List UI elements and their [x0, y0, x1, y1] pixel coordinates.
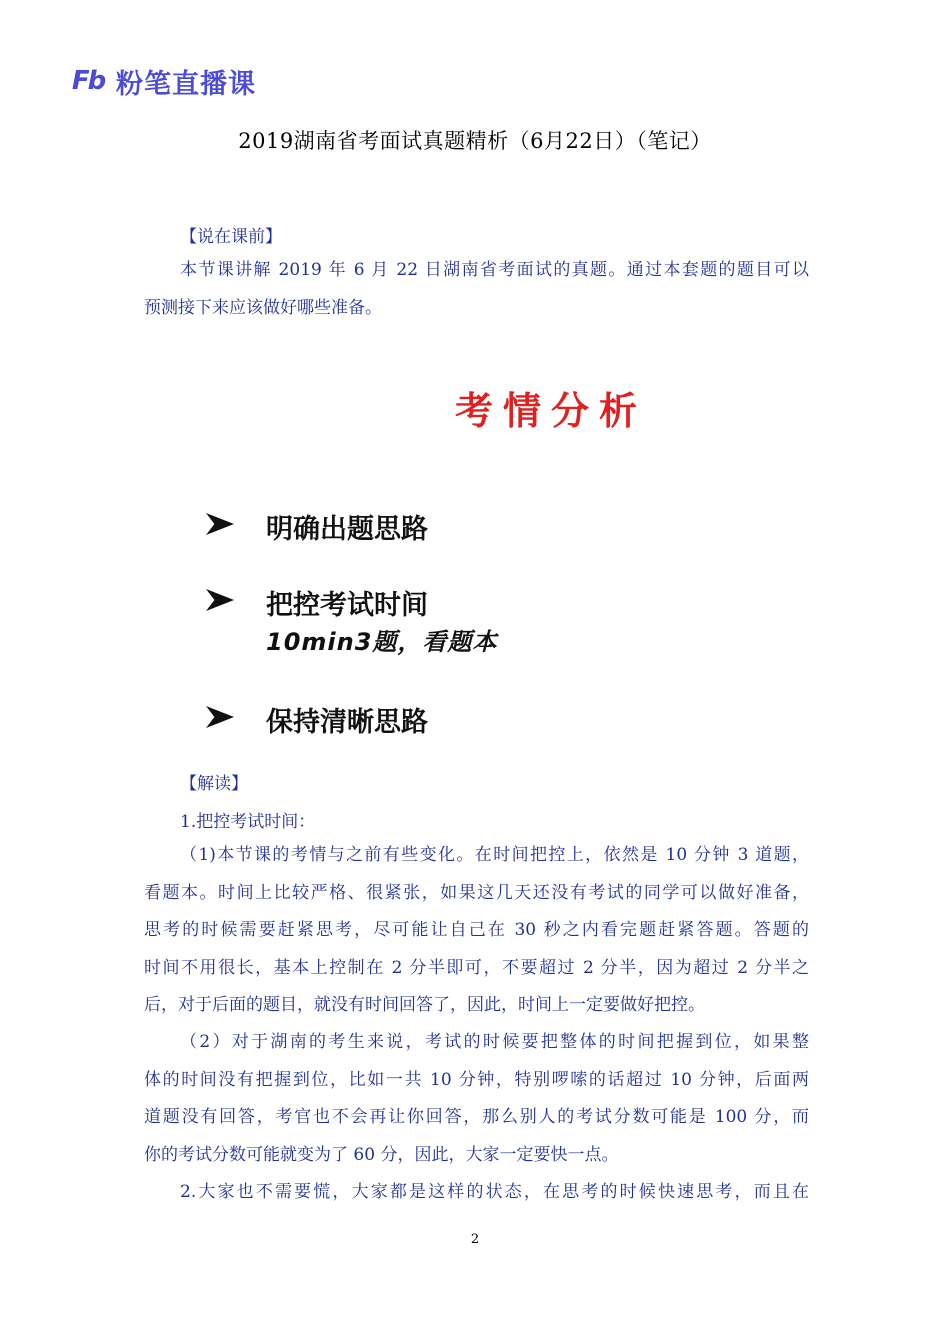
arrow-bullet-icon: [206, 706, 234, 728]
slide-bullet-text: 把控考试时间: [266, 590, 428, 621]
paragraph-2: [144, 1024, 809, 1174]
paragraph-line: 体的时间没有把握到位，比如一共 10 分钟，特别啰嗦的话超过 10 分钟，后面两: [144, 1069, 809, 1090]
paragraph-line: 后，对于后面的题目，就没有时间回答了，因此，时间上一定要做好把控。: [144, 995, 705, 1015]
point1-title: 1.把控考试时间：: [180, 812, 316, 832]
slide-bullet-text: 保持清晰思路: [266, 707, 428, 738]
paragraph-1: [144, 837, 809, 1025]
intro-heading: 【说在课前】: [180, 227, 282, 247]
paragraph-line: 时间不用很长，基本上控制在 2 分半即可，不要超过 2 分半，因为超过 2 分半之: [144, 957, 809, 978]
brand-name: 粉笔直播课: [116, 68, 256, 100]
fb-logo-icon: Fb: [71, 66, 105, 96]
slide-bullet: [206, 700, 428, 739]
paragraph-line: 2.大家也不需要慌，大家都是这样的状态，在思考的时候快速思考，而且在: [180, 1182, 809, 1202]
intro-line: 预测接下来应该做好哪些准备。: [144, 297, 382, 318]
slide-bullet-subtext: 10min3题，看题本: [266, 628, 498, 656]
arrow-bullet-icon: [206, 589, 234, 611]
arrow-bullet-icon: [206, 513, 234, 535]
slide-bullet: [206, 507, 428, 546]
analysis-heading: 【解读】: [180, 774, 248, 794]
slide-bullet: [206, 583, 428, 622]
intro-line: 本节课讲解 2019 年 6 月 22 日湖南省考面试的真题。通过本套题的题目可以: [180, 260, 809, 280]
slide-bullet-text: 明确出题思路: [266, 514, 428, 545]
slide-title: 考情分析: [455, 389, 648, 433]
brand-logo: [66, 62, 256, 100]
paragraph-line: 你的考试分数可能就变为了 60 分，因此，大家一定要快一点。: [144, 1144, 619, 1165]
paragraph-line: 道题没有回答，考官也不会再让你回答，那么别人的考试分数可能是 100 分，而: [144, 1107, 809, 1127]
paragraph-line: （1)本节课的考情与之前有些变化。在时间把控上，依然是 10 分钟 3 道题，: [180, 845, 809, 865]
page-number: 2: [470, 1232, 480, 1247]
paragraph-line: 思考的时候需要赶紧思考，尽可能让自己在 30 秒之内看完题赶紧答题。答题的: [144, 920, 809, 940]
paragraph-line: 看题本。时间上比较严格、很紧张，如果这几天还没有考试的同学可以做好准备，: [144, 882, 809, 903]
page-title: 2019湖南省考面试真题精析（6月22日）（笔记）: [238, 129, 712, 153]
paragraph-line: （2）对于湖南的考生来说，考试的时候要把整体的时间把握到位，如果整: [180, 1032, 809, 1052]
point2-paragraph: [144, 1174, 809, 1212]
intro-paragraph: [144, 252, 809, 327]
